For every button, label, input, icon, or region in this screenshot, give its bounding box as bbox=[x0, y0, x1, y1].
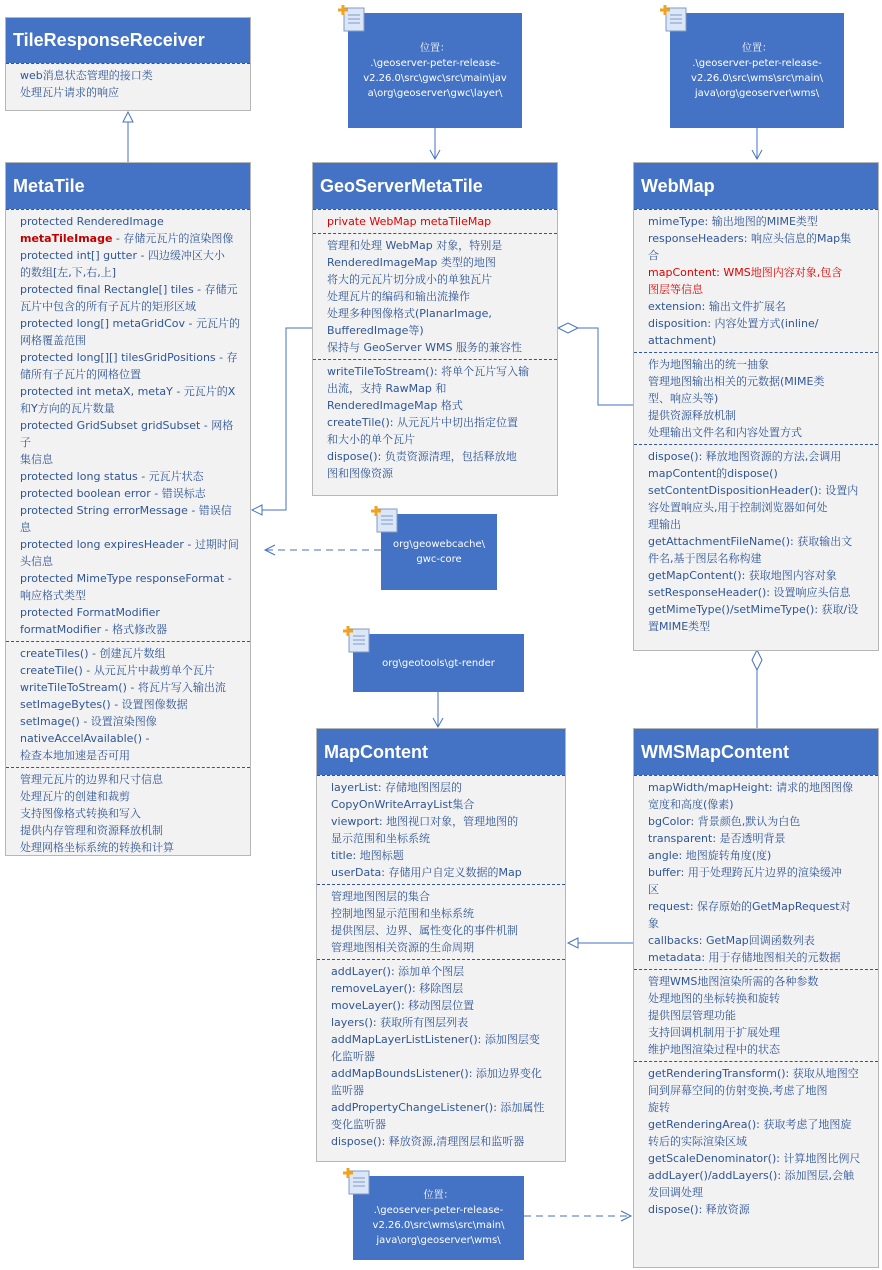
class-line: RenderedImageMap 类型的地图 bbox=[327, 256, 496, 269]
class-line: 管理WMS地图渲染所需的各种参数 bbox=[648, 975, 819, 988]
class-line: 监听器 bbox=[331, 1084, 364, 1097]
class-line: transparent: 是否透明背景 bbox=[648, 832, 786, 845]
class-title: MapContent bbox=[317, 729, 565, 775]
class-line: 发回调处理 bbox=[648, 1186, 703, 1199]
class-line: protected long[] metaGridCov - 元瓦片的 bbox=[20, 317, 241, 330]
note-text: 位置： .\geoserver-peter-release- v2.26.0\src\wms\src\main\ java\org\geoserver\wms\ bbox=[372, 1190, 505, 1246]
class-line: callbacks: GetMap回调函数列表 bbox=[648, 934, 815, 947]
class-methods bbox=[634, 444, 878, 638]
class-line: CopyOnWriteArrayList集合 bbox=[331, 798, 475, 811]
class-line: addPropertyChangeListener(): 添加属性 bbox=[331, 1101, 545, 1114]
class-line: 容处置响应头,用于控制浏览器如何处 bbox=[648, 501, 828, 514]
class-line: 息 bbox=[20, 521, 31, 534]
class-line: 处理输出文件名和内容处置方式 bbox=[648, 426, 802, 439]
class-line: getRenderingArea(): 获取考虑了地图旋 bbox=[648, 1118, 852, 1131]
class-line: 保持与 GeoServer WMS 服务的兼容性 bbox=[327, 341, 522, 354]
class-line: buffer: 用于处理跨瓦片边界的渲染缓冲 bbox=[648, 866, 842, 879]
class-line: 管理元瓦片的边界和尺寸信息 bbox=[20, 773, 163, 786]
class-line: addMapBoundsListener(): 添加边界变化 bbox=[331, 1067, 542, 1080]
class-line: 管理地图输出相关的元数据(MIME类 bbox=[648, 375, 825, 388]
note-gwc-path bbox=[348, 13, 522, 128]
class-line: 提供资源释放机制 bbox=[648, 409, 736, 422]
class-line: 支持回调机制用于扩展处理 bbox=[648, 1026, 780, 1039]
class-methods bbox=[313, 359, 557, 485]
class-line: protected long expiresHeader - 过期时间 bbox=[20, 538, 239, 551]
class-line: protected MimeType responseFormat - bbox=[20, 572, 232, 585]
note-gt-render bbox=[353, 634, 524, 692]
class-line: 理输出 bbox=[648, 518, 681, 531]
inherit-arrowhead bbox=[252, 505, 262, 515]
class-line: 集信息 bbox=[20, 453, 53, 466]
inherit-geoserver-metatile bbox=[252, 328, 312, 510]
aggregation-geoserver-webmap bbox=[578, 328, 633, 405]
class-line: RenderedImageMap 格式 bbox=[327, 399, 463, 412]
class-attributes bbox=[634, 775, 878, 969]
inherit-arrowhead bbox=[568, 938, 578, 948]
class-line: metaTileImage - 存储元瓦片的渲染图像 bbox=[20, 232, 234, 245]
class-line: 处理多种图像格式(PlanarImage, bbox=[327, 307, 492, 320]
class-line: 置MIME类型 bbox=[648, 620, 711, 633]
class-line: getRenderingTransform(): 获取从地图空 bbox=[648, 1067, 859, 1080]
class-line: formatModifier - 格式修改器 bbox=[20, 623, 168, 636]
class-attributes bbox=[6, 209, 250, 641]
class-line: writeTileToStream(): 将单个瓦片写入输 bbox=[327, 365, 530, 378]
class-responsibilities bbox=[317, 884, 565, 959]
class-line: getAttachmentFileName(): 获取输出文 bbox=[648, 535, 853, 548]
class-tile-response-receiver bbox=[5, 17, 251, 111]
class-line: protected String errorMessage - 错误信 bbox=[20, 504, 232, 517]
note-wms-path-top bbox=[670, 13, 844, 128]
class-line: 旋转 bbox=[648, 1101, 670, 1114]
class-line: createTiles() - 创建瓦片数组 bbox=[20, 647, 166, 660]
class-line: metadata: 用于存储地图相关的元数据 bbox=[648, 951, 841, 964]
class-line: 检查本地加速是否可用 bbox=[20, 749, 130, 762]
class-line: 区 bbox=[648, 883, 659, 896]
class-webmap bbox=[633, 162, 879, 651]
document-icon bbox=[370, 504, 400, 534]
class-line: createTile(): 从元瓦片中切出指定位置 bbox=[327, 416, 518, 429]
class-line: bgColor: 背景颜色,默认为白色 bbox=[648, 815, 801, 828]
class-title: WMSMapContent bbox=[634, 729, 878, 775]
class-methods bbox=[317, 959, 565, 1153]
class-line: layerList: 存储地图图层的 bbox=[331, 781, 463, 794]
class-line: disposition: 内容处置方式(inline/ bbox=[648, 317, 819, 330]
class-line: 响应格式类型 bbox=[20, 589, 86, 602]
class-line: attachment) bbox=[648, 334, 717, 347]
class-methods bbox=[6, 641, 250, 767]
class-line: viewport: 地图视口对象，管理地图的 bbox=[331, 815, 519, 828]
class-line: 转后的实际渲染区域 bbox=[648, 1135, 747, 1148]
class-line: 处理瓦片的创建和裁剪 bbox=[20, 790, 130, 803]
class-line: protected boolean error - 错误标志 bbox=[20, 487, 206, 500]
class-line: createTile() - 从元瓦片中裁剪单个瓦片 bbox=[20, 664, 215, 677]
class-line: mimeType: 输出地图的MIME类型 bbox=[648, 215, 818, 228]
class-line: BufferedImage等) bbox=[327, 324, 424, 337]
class-line: mapContent的dispose() bbox=[648, 467, 778, 480]
class-line: 的数组[左,下,右,上] bbox=[20, 266, 117, 279]
class-line: private WebMap metaTileMap bbox=[327, 215, 492, 228]
class-line: 处理地图的坐标转换和旋转 bbox=[648, 992, 780, 1005]
class-line: request: 保存原始的GetMapRequest对 bbox=[648, 900, 851, 913]
class-line: setResponseHeader(): 设置响应头信息 bbox=[648, 586, 851, 599]
class-line: 化监听器 bbox=[331, 1050, 375, 1063]
class-line: 宽度和高度(像素) bbox=[648, 798, 734, 811]
class-line: setContentDispositionHeader(): 设置内 bbox=[648, 484, 859, 497]
class-line: layers(): 获取所有图层列表 bbox=[331, 1016, 469, 1029]
class-line: 象 bbox=[648, 917, 659, 930]
note-text: org\geotools\gt-render bbox=[382, 657, 495, 669]
class-line: dispose(): 释放资源,清理图层和监听器 bbox=[331, 1135, 525, 1148]
class-title: WebMap bbox=[634, 163, 878, 209]
class-wms-mapcontent bbox=[633, 728, 879, 1268]
class-line: removeLayer(): 移除图层 bbox=[331, 982, 464, 995]
class-title: MetaTile bbox=[6, 163, 250, 209]
class-attributes bbox=[313, 209, 557, 233]
document-icon bbox=[342, 624, 372, 654]
inherit-arrowhead bbox=[123, 112, 133, 122]
class-line: protected final Rectangle[] tiles - 存储元 bbox=[20, 283, 238, 296]
class-line: 显示范围和坐标系统 bbox=[331, 832, 430, 845]
class-responsibilities bbox=[313, 233, 557, 359]
class-responsibilities bbox=[634, 352, 878, 444]
class-line: addLayer()/addLayers(): 添加图层,会触 bbox=[648, 1169, 855, 1182]
class-line: 合 bbox=[648, 249, 659, 262]
class-line: 提供图层、边界、属性变化的事件机制 bbox=[331, 924, 518, 937]
class-line: 间到屏幕空间的仿射变换,考虑了地图 bbox=[648, 1084, 828, 1097]
class-line: protected RenderedImage bbox=[20, 215, 164, 228]
class-line: protected long status - 元瓦片状态 bbox=[20, 470, 204, 483]
class-mapcontent bbox=[316, 728, 566, 1162]
class-metatile bbox=[5, 162, 251, 856]
class-line: 处理瓦片的编码和输出流操作 bbox=[327, 290, 470, 303]
class-line: writeTileToStream() - 将瓦片写入输出流 bbox=[20, 681, 226, 694]
class-line: 维护地图渲染过程中的状态 bbox=[648, 1043, 780, 1056]
class-line: protected GridSubset gridSubset - 网格子 bbox=[20, 419, 234, 449]
class-line: 提供内存管理和资源释放机制 bbox=[20, 824, 163, 837]
class-line: 型、响应头等) bbox=[648, 392, 719, 405]
class-line: title: 地图标题 bbox=[331, 849, 404, 862]
class-line: 瓦片中包含的所有子瓦片的矩形区域 bbox=[20, 300, 196, 313]
aggregation-diamond bbox=[752, 650, 762, 670]
note-text: 位置： .\geoserver-peter-release- v2.26.0\src\wms\src\main\ java\org\geoserver\wms\ bbox=[691, 42, 823, 99]
class-line: web消息状态管理的接口类 bbox=[20, 69, 153, 82]
class-line: getScaleDenominator(): 计算地图比例尺 bbox=[648, 1152, 861, 1165]
class-title: TileResponseReceiver bbox=[6, 18, 250, 63]
class-line: moveLayer(): 移动图层位置 bbox=[331, 999, 475, 1012]
class-attributes bbox=[317, 775, 565, 884]
class-line: 管理地图相关资源的生命周期 bbox=[331, 941, 474, 954]
document-icon bbox=[337, 3, 367, 33]
highlighted-field-name: metaTileImage bbox=[20, 232, 113, 245]
class-line: 图和图像资源 bbox=[327, 467, 393, 480]
class-line: 处理网格坐标系统的转换和计算 bbox=[20, 841, 174, 854]
document-icon bbox=[659, 3, 689, 33]
note-text: 位置： .\geoserver-peter-release- v2.26.0\src\gwc\src\main\jav a\org\geoserver\gwc\layer\ bbox=[363, 42, 507, 99]
class-line: angle: 地图旋转角度(度) bbox=[648, 849, 772, 862]
class-line: responseHeaders: 响应头信息的Map集 bbox=[648, 232, 852, 245]
class-line: addLayer(): 添加单个图层 bbox=[331, 965, 465, 978]
class-line: 提供图层管理功能 bbox=[648, 1009, 736, 1022]
class-line: 储所有子瓦片的网格位置 bbox=[20, 368, 141, 381]
class-line: dispose(): 释放地图资源的方法,会调用 bbox=[648, 450, 842, 463]
class-line: 网格覆盖范围 bbox=[20, 334, 86, 347]
class-line: addMapLayerListListener(): 添加图层变 bbox=[331, 1033, 540, 1046]
class-line: 管理地图图层的集合 bbox=[331, 890, 430, 903]
class-attributes bbox=[634, 209, 878, 352]
class-geoserver-metatile bbox=[312, 162, 558, 496]
class-line: setImageBytes() - 设置图像数据 bbox=[20, 698, 188, 711]
class-line: 管理和处理 WebMap 对象，特别是 bbox=[327, 239, 503, 252]
class-line: 图层等信息 bbox=[648, 283, 703, 296]
class-section bbox=[6, 63, 250, 104]
class-responsibilities bbox=[634, 969, 878, 1061]
class-line: mapWidth/mapHeight: 请求的地图图像 bbox=[648, 781, 854, 794]
class-line: protected long[][] tilesGridPositions - 存 bbox=[20, 351, 238, 364]
note-text: org\geowebcache\ gwc-core bbox=[392, 539, 486, 565]
class-line: 出流，支持 RawMap 和 bbox=[327, 382, 447, 395]
class-title: GeoServerMetaTile bbox=[313, 163, 557, 209]
note-wms-path-bottom bbox=[353, 1176, 524, 1260]
class-line: mapContent: WMS地图内容对象,包含 bbox=[648, 266, 843, 279]
class-line: protected int[] gutter - 四边缓冲区大小 bbox=[20, 249, 225, 262]
class-line: 件名,基于图层名称构建 bbox=[648, 552, 762, 565]
class-line: 控制地图显示范围和坐标系统 bbox=[331, 907, 474, 920]
class-line: 处理瓦片请求的响应 bbox=[20, 86, 119, 99]
class-line: getMapContent(): 获取地图内容对象 bbox=[648, 569, 837, 582]
class-line: userData: 存储用户自定义数据的Map bbox=[331, 866, 522, 879]
class-line: setImage() - 设置渲染图像 bbox=[20, 715, 157, 728]
aggregation-diamond bbox=[558, 323, 578, 333]
class-line: 变化监听器 bbox=[331, 1118, 386, 1131]
class-line: 作为地图输出的统一抽象 bbox=[648, 358, 769, 371]
class-line: dispose(): 负责资源清理，包括释放地 bbox=[327, 450, 517, 463]
class-line: getMimeType()/setMimeType(): 获取/设 bbox=[648, 603, 859, 616]
class-line: 和Y方向的瓦片数量 bbox=[20, 402, 115, 415]
class-line: 支持图像格式转换和写入 bbox=[20, 807, 141, 820]
document-icon bbox=[342, 1166, 372, 1196]
class-responsibilities bbox=[6, 767, 250, 859]
class-line: 将大的元瓦片切分成小的单独瓦片 bbox=[327, 273, 492, 286]
class-line: protected FormatModifier bbox=[20, 606, 160, 619]
class-line: dispose(): 释放资源 bbox=[648, 1203, 750, 1216]
class-line: 和大小的单个瓦片 bbox=[327, 433, 415, 446]
class-line: 头信息 bbox=[20, 555, 53, 568]
class-line: nativeAccelAvailable() - bbox=[20, 732, 150, 745]
class-line: protected int metaX, metaY - 元瓦片的X bbox=[20, 385, 236, 398]
class-methods bbox=[634, 1061, 878, 1221]
class-line: extension: 输出文件扩展名 bbox=[648, 300, 786, 313]
